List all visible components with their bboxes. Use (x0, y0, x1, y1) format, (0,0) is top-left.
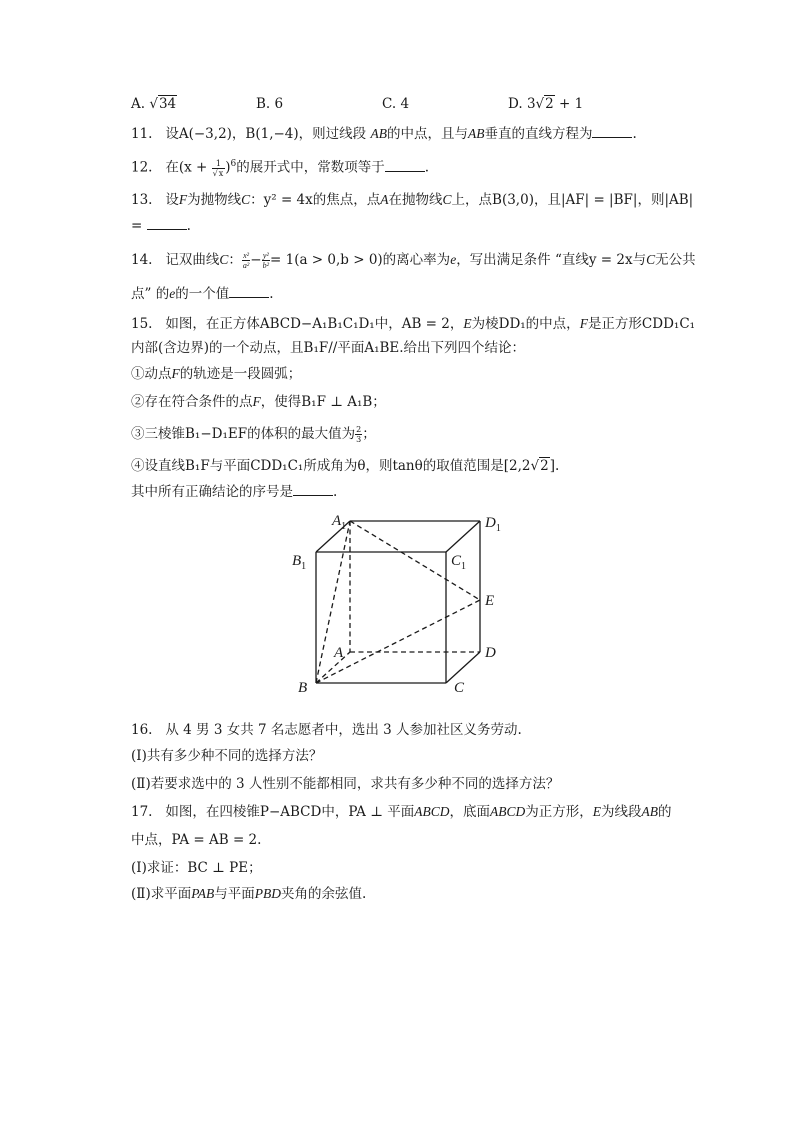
question-15: 15. 如图，在正方体ABCD−A₁B₁C₁D₁中，AB = 2，E为棱DD₁的中点，F是正方形CDD₁C₁ (131, 316, 696, 332)
question-13-line2: = . (131, 218, 191, 234)
option-c: C. 4 (382, 96, 410, 112)
answer-blank (229, 285, 269, 298)
question-17-part1: (Ⅰ)求证：BC ⊥ PE； (131, 860, 262, 876)
label-C1: $C_1$ (451, 553, 467, 572)
conclusion-3: ③三棱锥B₁−D₁EF的体积的最大值为 $\frac{2}{3}$ ； (131, 425, 376, 444)
answer-blank (385, 159, 425, 172)
question-17-part2: (Ⅱ)求平面PAB与平面PBD夹角的余弦值. (131, 886, 367, 902)
answer-blank (293, 483, 333, 496)
question-14: 14. 记双曲线C： $\frac{\text{x²}}{\text{a²}}$ − $\frac{\text{y²}}{\text{b²}}$ = 1(a > 0,b > 0)的离心率为e，写出满足条件 “直线y = 2x与C无公共 (131, 251, 696, 270)
label-C: C (454, 680, 465, 696)
question-15-ask: 其中所有正确结论的序号是 . (131, 484, 338, 500)
label-B1: $B_1$ (292, 553, 307, 572)
label-A1: $A_1$ (332, 513, 347, 532)
question-17: 17. 如图，在四棱锥P−ABCD中，PA ⊥ 平面ABCD，底面ABCD为正方形，E为线段AB的 (131, 804, 672, 820)
question-11: 11. 设A(−3,2)，B(1,−4)，则过线段 AB的中点，且与AB垂直的直线方程为 . (131, 126, 637, 142)
segment-b-a1 (316, 521, 350, 683)
cube-figure (280, 505, 520, 700)
label-D: D (485, 645, 496, 661)
edge-c-d (446, 652, 480, 683)
answer-blank (147, 217, 187, 230)
question-15-line2: 内部(含边界)的一个动点，且B₁F//平面A₁BE.给出下列四个结论： (131, 340, 526, 356)
label-A: A (334, 645, 344, 661)
label-E: E (485, 593, 495, 609)
question-16: 16. 从 4 男 3 女共 7 名志愿者中，选出 3 人参加社区义务劳动. (131, 722, 522, 738)
conclusion-4: ④设直线B₁F与平面CDD₁C₁所成角为θ，则tanθ的取值范围是[2,2√2]. (131, 458, 560, 474)
fraction: $\frac{\text{x²}}{\text{a²}}$ (242, 251, 250, 270)
question-14-line2: 点” 的e的一个值 . (131, 286, 274, 302)
option-a: A. √34 (131, 96, 177, 112)
fraction: $\frac{1}{√x}$ (212, 158, 224, 178)
fraction: $\frac{\text{y²}}{\text{b²}}$ (262, 251, 269, 270)
edge-d1-c1 (446, 521, 480, 552)
conclusion-1: ①动点F的轨迹是一段圆弧； (131, 366, 302, 382)
question-17-line2: 中点，PA = AB = 2. (131, 832, 262, 848)
label-D1: $D_1$ (485, 515, 501, 534)
conclusion-2: ②存在符合条件的点F，使得B₁F ⊥ A₁B； (131, 394, 386, 410)
question-16-part1: (Ⅰ)共有多少种不同的选择方法？ (131, 748, 323, 764)
question-12: 12. 在(x + $\frac{1}{√x}$ )$^6$的展开式中，常数项等于 . (131, 158, 430, 178)
fraction: $\frac{2}{3}$ (356, 425, 362, 444)
question-16-part2: (Ⅱ)若要求选中的 3 人性别不能都相同，求共有多少种不同的选择方法？ (131, 776, 560, 792)
label-B: B (298, 680, 308, 696)
segment-b-e (316, 600, 480, 683)
answer-blank (592, 125, 632, 138)
option-b: B. 6 (256, 96, 284, 112)
question-13: 13. 设F为抛物线C：y² = 4x的焦点，点A在抛物线C上，点B(3,0)，且|AF| = |BF|，则|AB| (131, 192, 694, 208)
option-d: D. 3√2 + 1 (508, 96, 584, 112)
